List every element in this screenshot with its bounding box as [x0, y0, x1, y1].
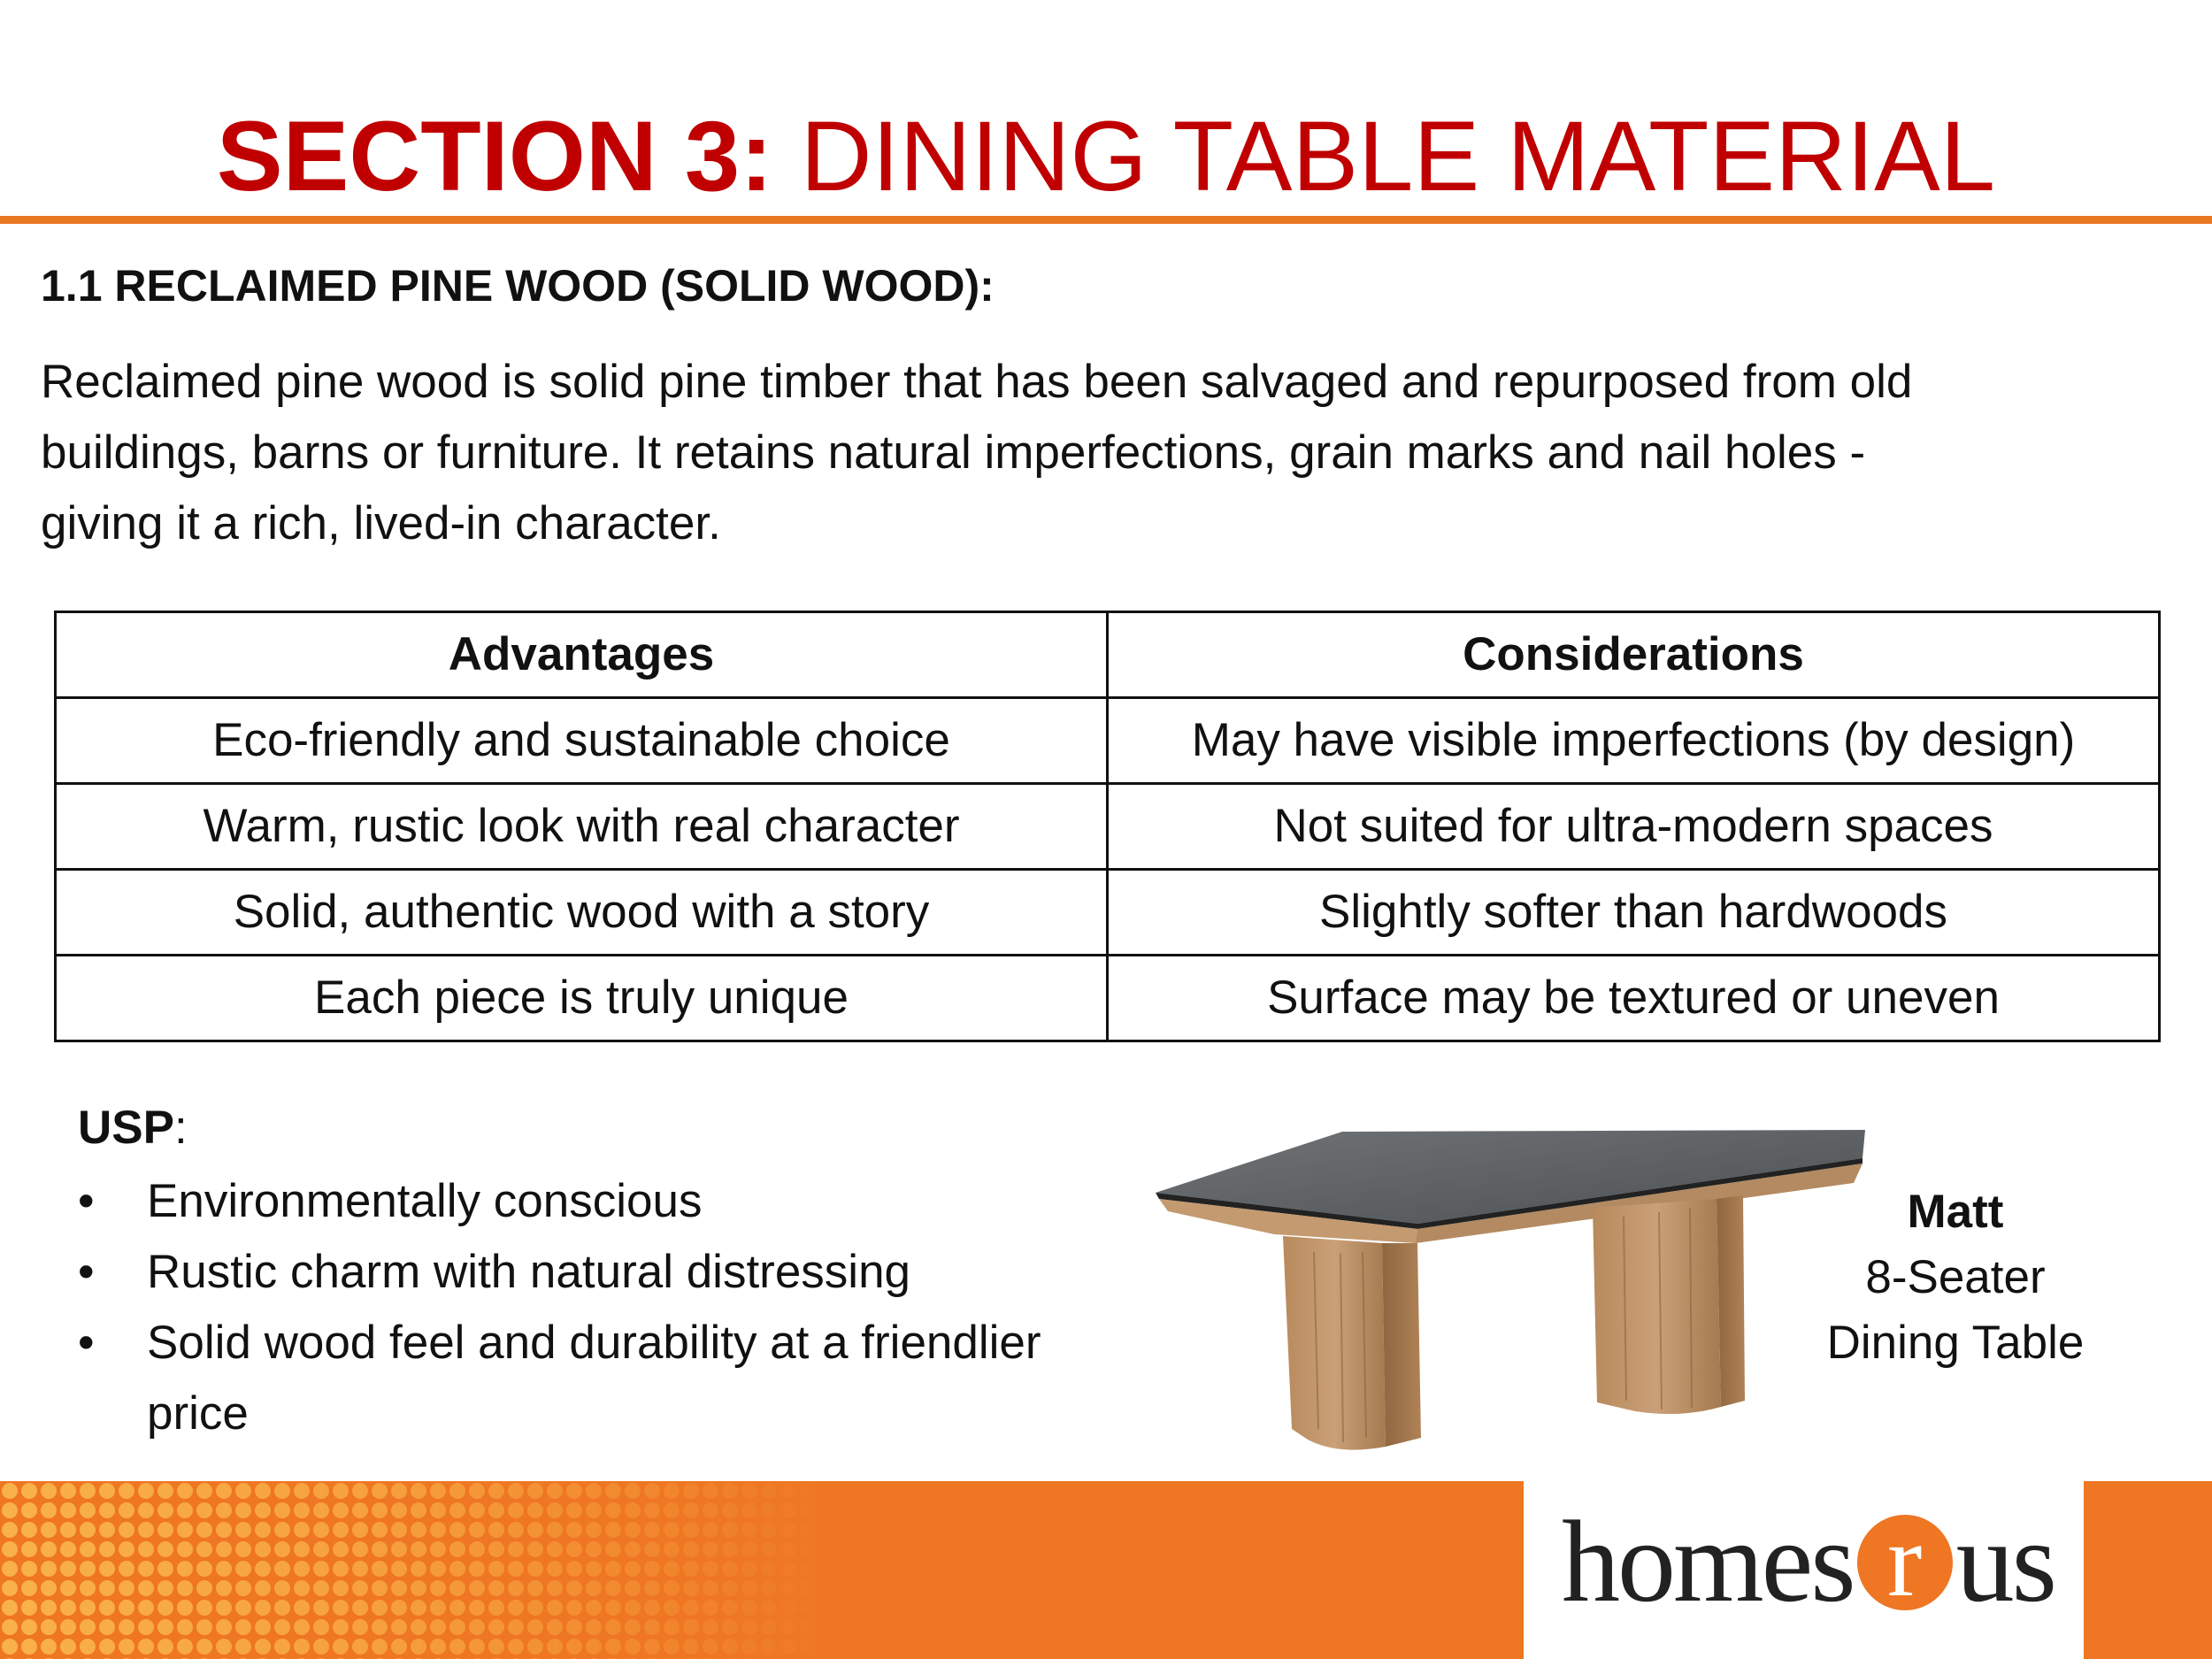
intro-line: giving it a rich, lived-in character.	[41, 497, 721, 549]
table-row	[56, 956, 2160, 1041]
logo-text-us: us	[1955, 1496, 2055, 1626]
brand-logo	[1562, 1495, 2055, 1628]
list-item	[78, 1166, 1122, 1237]
dot-pattern-decoration	[0, 1481, 841, 1659]
consideration-cell: Not suited for ultra-modern spaces	[1108, 784, 2160, 870]
header-considerations: Considerations	[1108, 612, 2160, 698]
bullet-icon: •	[78, 1246, 95, 1298]
bullet-icon: •	[78, 1317, 95, 1369]
consideration-cell: Surface may be textured or uneven	[1108, 956, 2160, 1041]
table-row	[56, 698, 2160, 784]
advantage-cell: Warm, rustic look with real character	[56, 784, 1108, 870]
usp-label: USP	[78, 1102, 174, 1154]
title-topic: DINING TABLE MATERIAL	[800, 101, 1996, 211]
list-item	[78, 1237, 1122, 1308]
title-divider	[0, 216, 2212, 224]
usp-list	[78, 1166, 1122, 1449]
table-row	[56, 870, 2160, 956]
section-heading: 1.1 RECLAIMED PINE WOOD (SOLID WOOD):	[41, 261, 995, 311]
usp-item-text: Environmentally conscious	[147, 1175, 703, 1227]
table-header-row	[56, 612, 2160, 698]
advantage-cell: Each piece is truly unique	[56, 956, 1108, 1041]
advantage-cell: Eco-friendly and sustainable choice	[56, 698, 1108, 784]
product-caption	[1805, 1179, 2106, 1376]
page-title	[0, 99, 2212, 214]
intro-paragraph	[41, 347, 2164, 559]
bullet-icon: •	[78, 1175, 95, 1227]
consideration-cell: Slightly softer than hardwoods	[1108, 870, 2160, 956]
intro-line: buildings, barns or furniture. It retains natural imperfections, grain marks and nail holes -	[41, 426, 1866, 479]
usp-item-text: Solid wood feel and durability at a friendlier price	[147, 1317, 1041, 1440]
usp-block	[78, 1097, 1122, 1449]
logo-text-homes: homes	[1562, 1496, 1854, 1626]
dining-table-image	[1150, 1119, 1876, 1460]
comparison-table	[54, 611, 2161, 1042]
product-name: Matt	[1907, 1186, 2004, 1238]
list-item	[78, 1308, 1122, 1449]
header-advantages: Advantages	[56, 612, 1108, 698]
advantage-cell: Solid, authentic wood with a story	[56, 870, 1108, 956]
product-type: Dining Table	[1826, 1317, 2085, 1369]
usp-colon: :	[173, 1102, 188, 1154]
intro-line: Reclaimed pine wood is solid pine timber that has been salvaged and repurposed from old	[41, 356, 1913, 408]
usp-item-text: Rustic charm with natural distressing	[147, 1246, 911, 1298]
logo-r-badge: r	[1857, 1515, 1953, 1610]
title-section-number: SECTION 3:	[216, 101, 773, 211]
usp-heading	[78, 1097, 1122, 1159]
table-row	[56, 784, 2160, 870]
consideration-cell: May have visible imperfections (by design)	[1108, 698, 2160, 784]
product-seating: 8-Seater	[1865, 1251, 2046, 1303]
